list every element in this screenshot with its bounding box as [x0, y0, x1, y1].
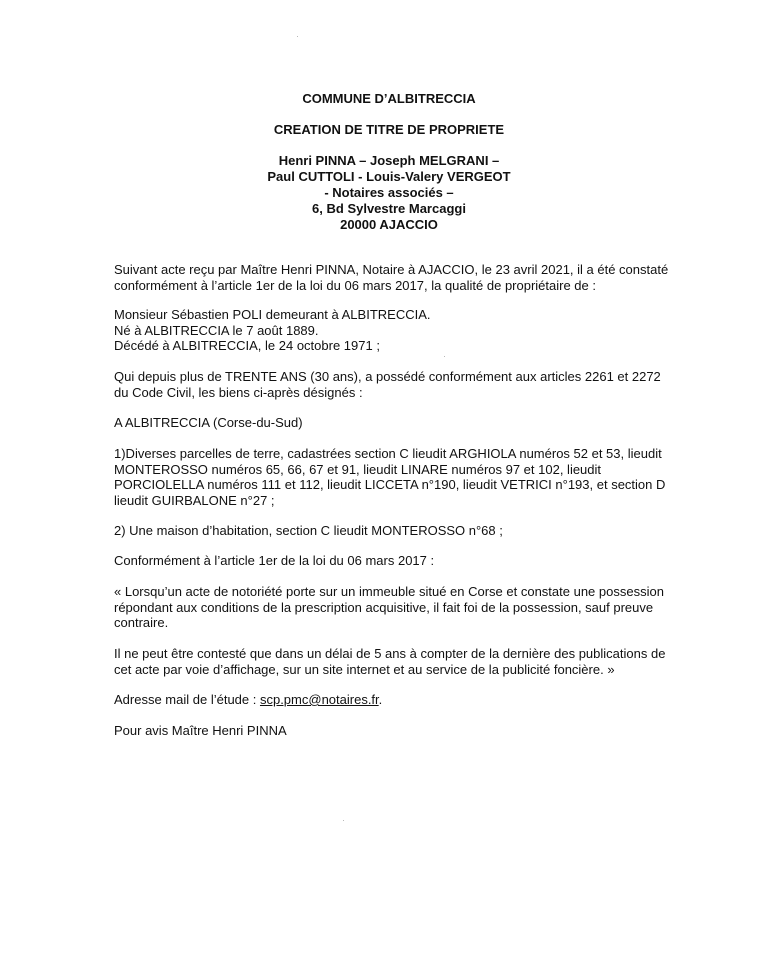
quote1-line-2: répondant aux conditions de la prescription acquisitive, il fait foi de la possession, sauf preuve	[114, 599, 654, 615]
address-line-1: 6, Bd Sylvestre Marcaggi	[312, 201, 466, 216]
quote2-line-2: cet acte par voie d’affichage, sur un site internet et au service de la publicité foncière. »	[114, 661, 615, 677]
email-paragraph	[114, 692, 694, 708]
email-link[interactable]: scp.pmc@notaires.fr	[259, 692, 379, 707]
owner-line-2: Né à ALBITRECCIA le 7 août 1889.	[114, 322, 319, 338]
notaries-line-3: - Notaires associés –	[324, 185, 454, 200]
parcels-line-4: lieudit GUIRBALONE n°27 ;	[114, 492, 275, 508]
email-label: Adresse mail de l’étude :	[114, 692, 260, 707]
commune-heading: COMMUNE D’ALBITRECCIA	[302, 91, 476, 106]
scan-speck	[343, 820, 344, 821]
possession-line-2: du Code Civil, les biens ci-après désignés :	[114, 384, 363, 400]
quote1-line-3: contraire.	[114, 615, 169, 630]
parcels-paragraph	[114, 446, 694, 508]
email-line	[114, 692, 694, 708]
quote-paragraph-2	[114, 646, 694, 677]
possession-line-1: Qui depuis plus de TRENTE ANS (30 ans), a possédé conformément aux articles 2261 et 2272	[114, 369, 661, 384]
owner-line-1: Monsieur Sébastien POLI demeurant à ALBITRECCIA.	[114, 307, 431, 322]
parcels-line-1: 1)Diverses parcelles de terre, cadastrées section C lieudit ARGHIOLA numéros 52 et 53, lieudit	[114, 446, 662, 461]
owner-paragraph	[114, 307, 694, 354]
intro-paragraph	[114, 262, 694, 293]
scan-speck	[297, 36, 298, 37]
signature-line: Pour avis Maître Henri PINNA	[114, 723, 287, 738]
conformement-paragraph	[114, 553, 694, 569]
parcels-line-3: PORCIOLELLA numéros 111 et 112, lieudit LICCETA n°190, lieudit VETRICI n°193, et section D	[114, 477, 666, 492]
intro-line-2: conformément à l’article 1er de la loi du 06 mars 2017, la qualité de propriétaire de :	[114, 277, 596, 293]
notaries-line-2: Paul CUTTOLI - Louis-Valery VERGEOT	[267, 169, 511, 184]
intro-line-1: Suivant acte reçu par Maître Henri PINNA, Notaire à AJACCIO, le 23 avril 2021, il a été constaté	[114, 262, 669, 277]
email-suffix: .	[378, 692, 383, 707]
signature-paragraph	[114, 723, 694, 739]
location-line: A ALBITRECCIA (Corse-du-Sud)	[114, 415, 303, 430]
notaries-line-1: Henri PINNA – Joseph MELGRANI –	[278, 153, 500, 168]
document-title: CREATION DE TITRE DE PROPRIETE	[273, 122, 505, 137]
location-paragraph	[114, 415, 694, 431]
address-line-2: 20000 AJACCIO	[340, 217, 438, 232]
quote1-line-1: « Lorsqu’un acte de notoriété porte sur un immeuble situé en Corse et constate une possession	[114, 584, 664, 599]
house-line: 2) Une maison d’habitation, section C lieudit MONTEROSSO n°68 ;	[114, 523, 503, 538]
conformement-line: Conformément à l’article 1er de la loi du 06 mars 2017 :	[114, 553, 435, 568]
owner-line-3: Décédé à ALBITRECCIA, le 24 octobre 1971 ;	[114, 338, 380, 353]
house-paragraph	[114, 523, 694, 539]
quote2-line-1: Il ne peut être contesté que dans un délai de 5 ans à compter de la dernière des publications de	[114, 646, 666, 661]
parcels-line-2: MONTEROSSO numéros 65, 66, 67 et 91, lieudit LINARE numéros 97 et 102, lieudit	[114, 461, 602, 477]
quote-paragraph-1	[114, 584, 694, 631]
scan-speck	[444, 356, 445, 357]
possession-paragraph	[114, 369, 694, 400]
